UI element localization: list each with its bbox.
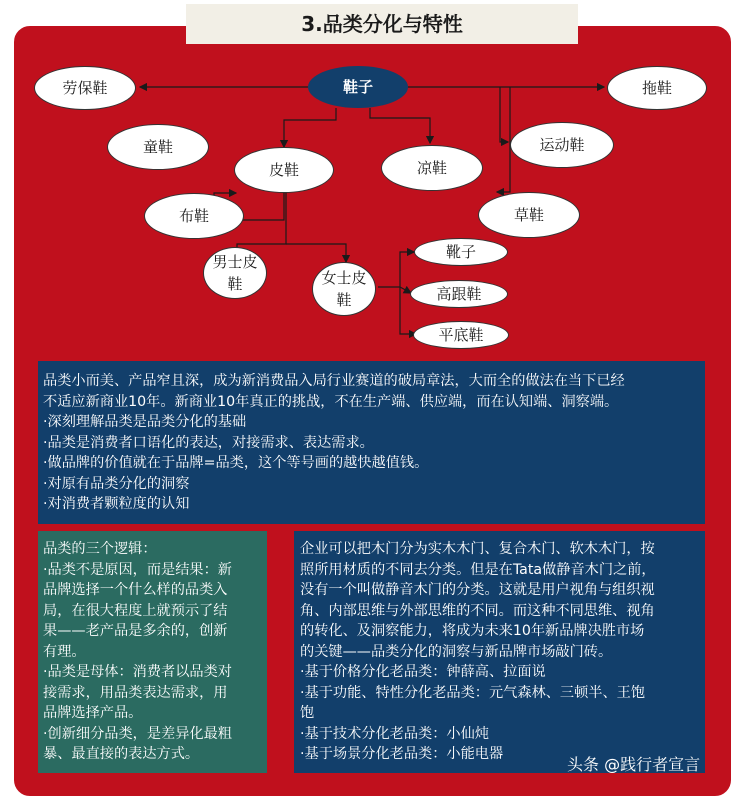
node-mens-leather	[203, 247, 267, 299]
node-boots: 靴子	[414, 238, 508, 266]
node-sandals: 凉鞋	[381, 145, 483, 191]
line-leather-men	[237, 192, 286, 256]
example-line: ·基于技术分化老品类：小仙炖	[300, 725, 489, 742]
womens-leather-line1: 女士皮	[321, 269, 367, 287]
womens-leather-line2: 鞋	[336, 291, 352, 309]
logic-line: ·品类是母体：消费者以品类对	[43, 664, 232, 680]
panel-wooden-door-example	[294, 531, 705, 773]
node-womens-leather	[312, 262, 376, 316]
logic-line: 局，在很大程度上就预示了结	[43, 602, 228, 619]
node-leather-shoes: 皮鞋	[234, 147, 334, 193]
page-title: 3.品类分化与特性	[186, 4, 578, 44]
example-line: 照所用材质的不同去分类。但是在Tata做静音木门之前，	[300, 561, 656, 578]
watermark: 头条 @践行者宣言	[567, 755, 701, 774]
line-leather-women	[286, 244, 346, 262]
summary-line: ·对消费者颗粒度的认知	[43, 496, 190, 512]
mens-leather-line2: 鞋	[227, 275, 243, 293]
node-shoes: 鞋子	[308, 66, 408, 108]
example-line: 的关键——品类分化的洞察与新品牌市场敲门砖。	[300, 643, 613, 660]
panel-three-logics	[38, 531, 267, 773]
example-line: ·基于场景分化老品类：小能电器	[300, 746, 504, 762]
logic-line: ·品类不是原因，而是结果：新	[43, 561, 232, 578]
node-straw-shoes: 草鞋	[478, 192, 580, 238]
logic-line: 品牌选择产品。	[43, 705, 143, 721]
example-line: 的转化、及洞察能力，将成为未来10年新品牌决胜市场	[300, 623, 645, 639]
line-root-sport	[500, 87, 508, 142]
example-line: 饱	[300, 705, 315, 721]
logic-line: 品牌选择一个什么样的品类入	[43, 582, 228, 598]
node-sport-shoes: 运动鞋	[510, 122, 614, 168]
logic-line: 暴、最直接的表达方式。	[43, 746, 200, 762]
node-cloth-shoes: 布鞋	[144, 193, 244, 239]
summary-line: 品类小而美、产品窄且深，成为新消费品入局行业赛道的破局章法，大而全的做法在当下已经	[43, 373, 625, 389]
node-flats: 平底鞋	[413, 321, 509, 349]
line-root-straw	[497, 87, 510, 192]
logic-line: 果——老产品是多余的，创新	[43, 623, 228, 639]
logic-line: 品类的三个逻辑：	[43, 541, 157, 557]
example-line: ·基于价格分化老品类：钟薛高、拉面说	[300, 664, 546, 680]
logic-line: 接需求，用品类表达需求，用	[43, 684, 228, 701]
logic-line: 有理。	[43, 643, 86, 660]
example-line: 企业可以把木门分为实木木门、复合木门、软木木门，按	[300, 541, 655, 557]
line-root-leather	[284, 108, 336, 147]
summary-line: ·深刻理解品类是品类分化的基础	[43, 414, 247, 430]
summary-line: ·做品牌的价值就在于品牌=品类，这个等号画的越快越值钱。	[43, 455, 429, 471]
panel-summary	[38, 361, 705, 524]
summary-line: ·品类是消费者口语化的表达，对接需求、表达需求。	[43, 434, 374, 451]
node-kids-shoes: 童鞋	[107, 124, 209, 170]
node-labor-shoes: 劳保鞋	[34, 66, 136, 110]
connector-lines	[0, 0, 743, 360]
example-line: ·基于功能、特性分化老品类：元气森林、三顿半、王饱	[300, 684, 646, 701]
mens-leather-line1: 男士皮	[212, 253, 258, 271]
line-root-sandal	[370, 108, 430, 143]
node-slippers: 拖鞋	[607, 66, 707, 110]
summary-line: 不适应新商业10年。新商业10年真正的挑战，不在生产端、供应端，而在认知端、洞察端。	[43, 393, 619, 410]
logic-line: ·创新细分品类，是差异化最粗	[43, 725, 232, 742]
example-line: 角、内部思维与外部思维的不同。而这种不同思维、视角	[300, 602, 655, 619]
node-high-heels: 高跟鞋	[410, 280, 508, 308]
summary-line: ·对原有品类分化的洞察	[43, 475, 190, 492]
line-women-boots	[378, 252, 414, 287]
example-line: 没有一个叫做静音木门的分类。这就是用户视角与组织视	[300, 582, 655, 598]
